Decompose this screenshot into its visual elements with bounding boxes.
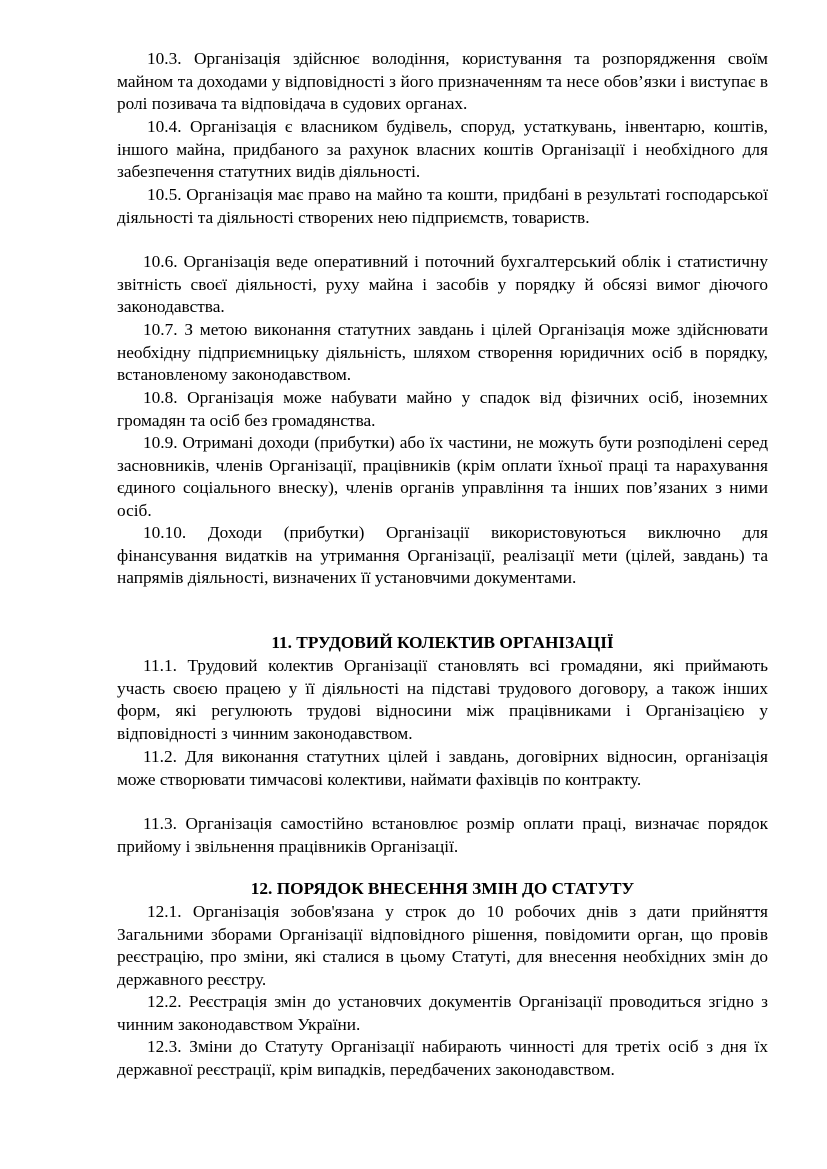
section-11-title: 11. ТРУДОВИЙ КОЛЕКТИВ ОРГАНІЗАЦІЇ [271, 633, 614, 652]
paragraph-10-5: 10.5. Організація має право на майно та кошти, придбані в результаті господарської діяльності та діяльності створених нею підприємств, товариств. [117, 185, 768, 227]
paragraph-12-3: 12.3. Зміни до Статуту Організації набирають чинності для третіх осіб з дня їх державної реєстрації, крім випадків, передбачених законодавством. [117, 1037, 768, 1079]
paragraph-10-7: 10.7. З метою виконання статутних завдань і цілей Організація може здійснювати необхідну підприємницьку діяльність, шляхом створення юридичних осіб в порядку, встановленому законодавством. [117, 320, 768, 385]
paragraph-10-6: 10.6. Організація веде оперативний і поточний бухгалтерський облік і статистичну звітність своєї діяльності, руху майна і засобів у порядку й обсязі вимог діючого законодавства. [117, 252, 768, 317]
paragraph-10-4: 10.4. Організація є власником будівель, споруд, устаткувань, інвентарю, коштів, іншого майна, придбаного за рахунок власних коштів Організації і необхідного для забезпечення статутних видів діяльності. [117, 117, 768, 182]
paragraph-10-9: 10.9. Отримані доходи (прибутки) або їх частини, не можуть бути розподілені серед засновників, членів Організації, працівників (крім оплати їхньої праці та нарахування єдиного соціального внеску), членів органів управління та інших пов’язаних з ними осіб. [117, 433, 768, 520]
paragraph-11-2: 11.2. Для виконання статутних цілей і завдань, договірних відносин, організація може створювати тимчасові колективи, наймати фахівців по контракту. [117, 747, 768, 789]
paragraph-12-1: 12.1. Організація зобов'язана у строк до 10 робочих днів з дати прийняття Загальними зборами Організації відповідного рішення, повідомити орган, що провів реєстрацію, про зміни, які сталися в цьому Статуті, для внесення необхідних змін до державного реєстру. [117, 902, 768, 989]
paragraph-10-8: 10.8. Організація може набувати майно у спадок від фізичних осіб, іноземних громадян та осіб без громадянства. [117, 388, 768, 430]
paragraph-11-1: 11.1. Трудовий колектив Організації становлять всі громадяни, які приймають участь своєю працею у її діяльності на підставі трудового договору, а також інших форм, які регулюють трудові відносини між працівниками і Організацією у відповідності з чинним законодавством. [117, 656, 768, 743]
paragraph-10-10: 10.10. Доходи (прибутки) Організації використовуються виключно для фінансування видатків на утримання Організації, реалізації мети (цілей, завдань) та напрямів діяльності, визначених її установчими документами. [117, 523, 768, 588]
paragraph-10-3: 10.3. Організація здійснює володіння, користування та розпорядження своїм майном та доходами у відповідності з його призначенням та несе обов’язки і виступає в ролі позивача та відповідача в судових органах. [117, 49, 768, 114]
section-12-title: 12. ПОРЯДОК ВНЕСЕННЯ ЗМІН ДО СТАТУТУ [250, 879, 635, 898]
paragraph-12-2: 12.2. Реєстрація змін до установчих документів Організації проводиться згідно з чинним законодавством України. [117, 992, 768, 1034]
paragraph-11-3: 11.3. Організація самостійно встановлює розмір оплати праці, визначає порядок прийому і звільнення працівників Організації. [117, 814, 768, 856]
